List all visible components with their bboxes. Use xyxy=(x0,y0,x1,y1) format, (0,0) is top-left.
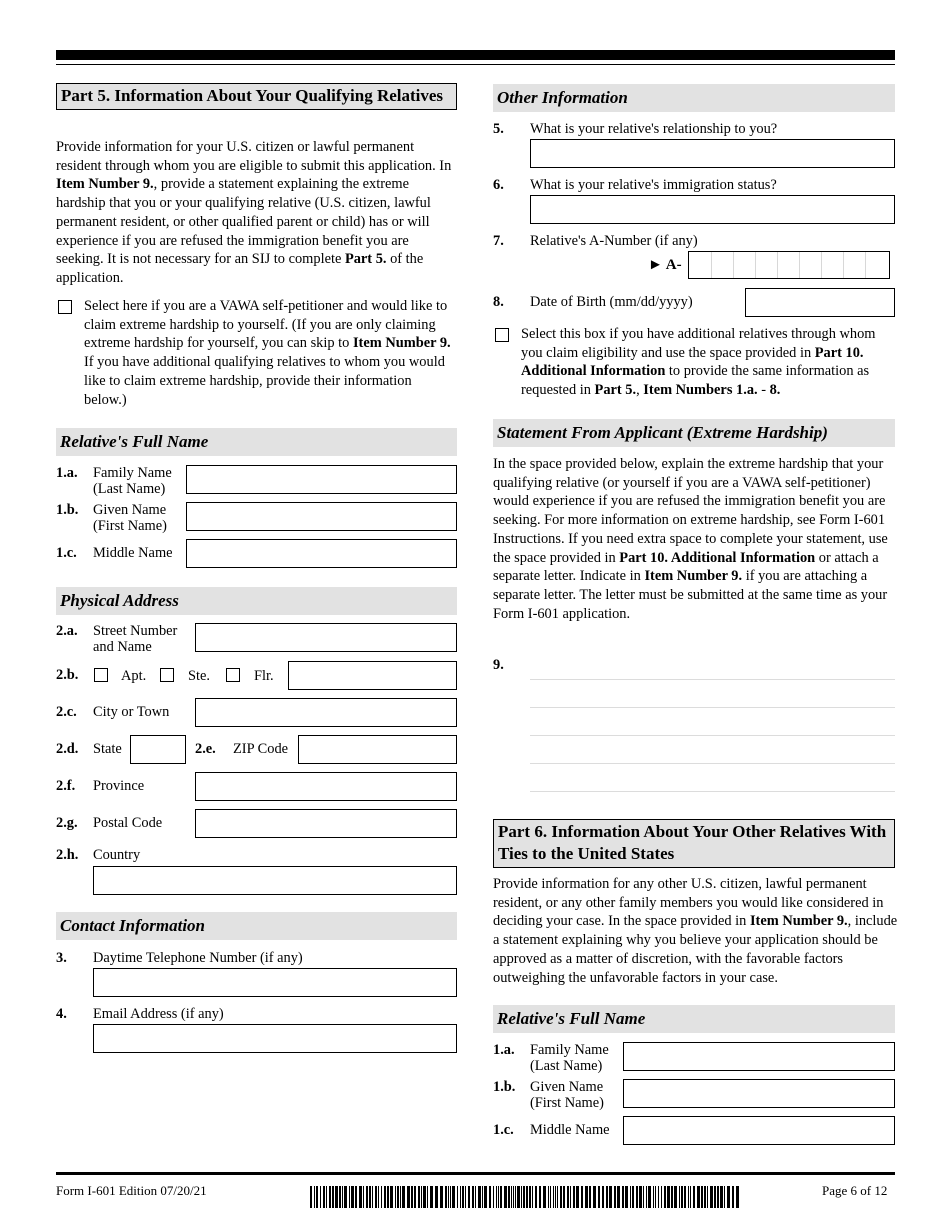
street-input[interactable] xyxy=(195,623,457,652)
part6-item-1c-number: 1.c. xyxy=(493,1122,514,1138)
item-1a-number: 1.a. xyxy=(56,465,78,481)
item-1b-label: Given Name (First Name) xyxy=(93,502,167,534)
write-line xyxy=(530,791,895,792)
item-2h-number: 2.h. xyxy=(56,847,79,863)
apt-label: Apt. xyxy=(121,668,147,684)
immigration-status-input[interactable] xyxy=(530,195,895,224)
relative-name-header: Relative's Full Name xyxy=(56,428,457,456)
part6-item-1b-number: 1.b. xyxy=(493,1079,516,1095)
item-6-label: What is your relative's immigration status? xyxy=(530,177,777,193)
item-2d-number: 2.d. xyxy=(56,741,79,757)
item-5-number: 5. xyxy=(493,121,504,137)
item-7-label: Relative's A-Number (if any) xyxy=(530,233,698,249)
email-input[interactable] xyxy=(93,1024,457,1053)
part6-given-name-input[interactable] xyxy=(623,1079,895,1108)
item-2b-number: 2.b. xyxy=(56,667,79,683)
form-edition: Form I-601 Edition 07/20/21 xyxy=(56,1183,207,1198)
item-4-number: 4. xyxy=(56,1006,67,1022)
state-input[interactable] xyxy=(130,735,186,764)
apt-checkbox[interactable] xyxy=(94,668,108,682)
a-number-input[interactable] xyxy=(688,251,890,279)
part6-item-1b-label: Given Name (First Name) xyxy=(530,1079,604,1111)
family-name-input[interactable] xyxy=(186,465,457,494)
item-7-number: 7. xyxy=(493,233,504,249)
item-1c-label: Middle Name xyxy=(93,545,173,561)
statement-textarea[interactable] xyxy=(530,660,895,795)
item-5-label: What is your relative's relationship to you? xyxy=(530,121,778,137)
part6-item-1c-label: Middle Name xyxy=(530,1122,610,1138)
item-4-label: Email Address (if any) xyxy=(93,1006,224,1022)
item-1a-label: Family Name (Last Name) xyxy=(93,465,172,497)
item-2g-label: Postal Code xyxy=(93,815,163,831)
item-2g-number: 2.g. xyxy=(56,815,78,831)
item-2f-number: 2.f. xyxy=(56,778,76,794)
item-8-number: 8. xyxy=(493,294,504,310)
top-thin-rule xyxy=(56,64,895,65)
write-line xyxy=(530,679,895,680)
additional-relatives-checkbox[interactable] xyxy=(495,328,509,342)
item-2c-label: City or Town xyxy=(93,704,170,720)
part6-item-1a-label: Family Name (Last Name) xyxy=(530,1042,609,1074)
page-number: Page 6 of 12 xyxy=(822,1183,888,1198)
item-3-label: Daytime Telephone Number (if any) xyxy=(93,950,303,966)
flr-label: Flr. xyxy=(254,668,274,684)
top-rule xyxy=(56,50,895,60)
additional-relatives-text: Select this box if you have additional relatives through whom you claim eligibility and use the space provided in Part 10. Additional Information to provide the same information as requested in Part 5., Item Numbers 1.a. - 8. xyxy=(521,326,876,399)
vawa-text: Select here if you are a VAWA self-petitioner and would like to claim extreme hardship to yourself. (If you are only claiming extreme hardship for yourself, you can skip to Item Number 9. If you have additional qualifying relatives to whom you would like to claim extreme hardship, provide their information below.) xyxy=(84,298,451,408)
part6-intro: Provide information for any other U.S. citizen, lawful permanent resident, or any other family members you would like considered in deciding your case. In the space provided in Item Number 9., include a statement explaining why you believe your application should be approved as a matter of discretion, with the favorable factors outweighing the unfavorable factors in your case. xyxy=(493,876,898,986)
item-2c-number: 2.c. xyxy=(56,704,77,720)
ste-label: Ste. xyxy=(188,668,210,684)
item-2e-label: ZIP Code xyxy=(233,741,289,757)
a-number-prefix: ► A- xyxy=(648,257,682,273)
relationship-input[interactable] xyxy=(530,139,895,168)
physical-address-header: Physical Address xyxy=(56,587,457,615)
vawa-checkbox[interactable] xyxy=(58,300,72,314)
ste-checkbox[interactable] xyxy=(160,668,174,682)
item-2e-number: 2.e. xyxy=(195,741,216,757)
part5-title: Part 5. Information About Your Qualifying Relatives xyxy=(56,83,457,110)
write-line xyxy=(530,735,895,736)
part6-title: Part 6. Information About Your Other Relatives With Ties to the United States xyxy=(493,819,895,868)
item-8-label: Date of Birth (mm/dd/yyyy) xyxy=(530,294,693,310)
write-line xyxy=(530,763,895,764)
item-2d-label: State xyxy=(93,741,122,757)
item-3-number: 3. xyxy=(56,950,67,966)
given-name-input[interactable] xyxy=(186,502,457,531)
dob-input[interactable] xyxy=(745,288,895,317)
item-9-number: 9. xyxy=(493,657,504,673)
province-input[interactable] xyxy=(195,772,457,801)
part6-family-name-input[interactable] xyxy=(623,1042,895,1071)
phone-input[interactable] xyxy=(93,968,457,997)
country-input[interactable] xyxy=(93,866,457,895)
item-2a-number: 2.a. xyxy=(56,623,78,639)
item-1c-number: 1.c. xyxy=(56,545,77,561)
item-2f-label: Province xyxy=(93,778,145,794)
apt-number-input[interactable] xyxy=(288,661,457,690)
other-info-header: Other Information xyxy=(493,84,895,112)
part5-intro: Provide information for your U.S. citizen or lawful permanent resident through whom you are eligible to submit this application. In Item Number 9., provide a statement explaining the extreme hardship that you or your qualifying relative (U.S. citizen, lawful permanent resident, or other qualified parent or child) has or will experience if you are refused the immigration benefit you are seeking. It is not necessary for an SIJ to complete Part 5. of the application. xyxy=(56,139,452,286)
flr-checkbox[interactable] xyxy=(226,668,240,682)
footer-rule xyxy=(56,1172,895,1175)
part6-relative-name-header: Relative's Full Name xyxy=(493,1005,895,1033)
part6-middle-name-input[interactable] xyxy=(623,1116,895,1145)
statement-header: Statement From Applicant (Extreme Hardship) xyxy=(493,419,895,447)
zip-input[interactable] xyxy=(298,735,457,764)
statement-text: In the space provided below, explain the extreme hardship that your qualifying relative (or yourself if you are a VAWA self-petitioner) would experience if you are refused the immigration benefit you are seeking. For more information on extreme hardship, see Form I-601 Instructions. If you need extra space to complete your statement, use the space provided in Part 10. Additional Information or attach a separate letter. Indicate in Item Number 9. if you are attaching a separate letter. The letter must be submitted at the same time as your Form I-601 application. xyxy=(493,456,888,622)
part6-item-1a-number: 1.a. xyxy=(493,1042,515,1058)
contact-info-header: Contact Information xyxy=(56,912,457,940)
item-1b-number: 1.b. xyxy=(56,502,79,518)
city-input[interactable] xyxy=(195,698,457,727)
write-line xyxy=(530,707,895,708)
item-6-number: 6. xyxy=(493,177,504,193)
item-2h-label: Country xyxy=(93,847,141,863)
middle-name-input[interactable] xyxy=(186,539,457,568)
postal-code-input[interactable] xyxy=(195,809,457,838)
barcode-image xyxy=(310,1186,744,1208)
item-2a-label: Street Number and Name xyxy=(93,623,178,655)
